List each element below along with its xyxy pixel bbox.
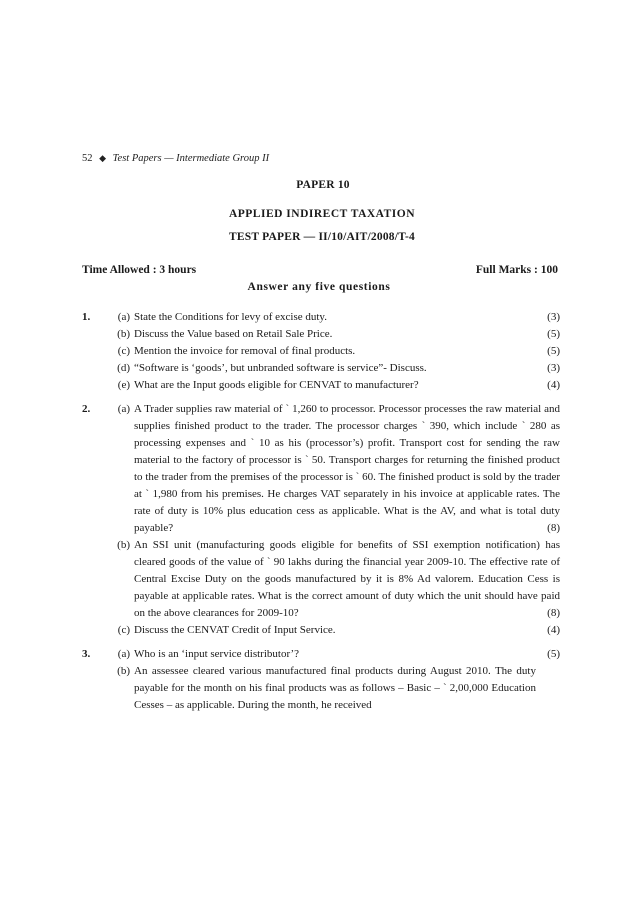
part-label: (c) [117,345,130,357]
question-part [82,377,560,394]
question-part [82,401,560,537]
page-number: 52 [82,153,93,164]
question-part [82,646,560,663]
full-marks: Full Marks : 100 [475,264,558,276]
paper-code: TEST PAPER — II/10/AIT/2008/T-4 [229,231,415,243]
question [82,646,560,714]
part-marks: (5) [547,345,560,357]
part-label: (b) [117,328,130,340]
part-marks: (5) [547,328,560,340]
question-part [82,663,560,714]
part-marks: (3) [547,362,560,374]
paper-subject: APPLIED INDIRECT TAXATION [228,208,416,220]
part-text: “Software is ‘goods’, but unbranded software is service”- Discuss. [134,362,427,374]
part-label: (a) [117,648,130,660]
part-label: (d) [117,362,130,374]
part-label: (c) [117,624,130,636]
part-marks: (5) [547,648,560,660]
part-text: State the Conditions for levy of excise duty. [134,311,327,323]
question-part [82,326,560,343]
part-text-body: An SSI unit (manufacturing goods eligible for benefits of SSI exemption notification) has cleared goods of the value of ` 90 lakhs during the financial year 2009-10. The effective rate of Central Excise Duty on the goods manufactured by it is 8% Ad valorem. Education Cess is payable at applicable rates. What is the correct amount of duty which the unit should have paid on the above clearances for 2009-10? [134,539,560,619]
part-label: (b) [117,539,130,551]
question-number: 3. [82,648,91,660]
running-head-title: Test Papers — Intermediate Group II [112,153,270,164]
question-part [82,343,560,360]
part-text: Discuss the Value based on Retail Sale Price. [134,328,333,340]
part-label: (a) [117,403,130,415]
part-text: An assessee cleared various manufactured final products during August 2010. The duty payable for the month on his final products was as follows – Basic – ` 2,00,000 Education Cesses – as applicable. During the month, he received [134,665,536,711]
question [82,309,560,394]
part-text [134,401,560,537]
questions-list [82,309,560,716]
paper-title: PAPER 10 [296,179,350,191]
time-allowed: Time Allowed : 3 hours [82,264,197,276]
part-text-body: A Trader supplies raw material of ` 1,260 to processor. Processor processes the raw material and supplies finished product to the trader. The processor charges ` 390, which include ` 280 as processing expenses and ` 10 as his (processor’s) profit. Transport cost for sending the raw material to the factory of processor is ` 50. Transport charges for returning the finished product to the trader from the premises of the processor is ` 60. The finished product is sold by the trader at ` 1,980 from his premises. He charges VAT separately in his invoice at applicable rates. The rate of duty is 10% plus education cess as applicable. What is the AV, and what is total duty payable? [134,403,560,534]
question-part [82,309,560,326]
diamond-icon: ◆ [99,153,107,163]
part-text: What are the Input goods eligible for CENVAT to manufacturer? [134,379,419,391]
part-label: (a) [117,311,130,323]
question-part [82,360,560,377]
part-marks: (8) [547,607,560,619]
question-number: 2. [82,403,91,415]
question [82,401,560,639]
question-part [82,537,560,622]
part-text [134,537,560,622]
part-text: Mention the invoice for removal of final products. [134,345,356,357]
running-head [82,153,269,164]
part-label: (b) [117,665,130,677]
part-marks: (4) [547,379,560,391]
question-part [82,622,560,639]
part-marks: (8) [547,522,560,534]
part-marks: (3) [547,311,560,323]
question-number: 1. [82,311,91,323]
part-marks: (4) [547,624,560,636]
part-label: (e) [117,379,130,391]
instruction: Answer any five questions [247,281,391,293]
part-text: Discuss the CENVAT Credit of Input Service. [134,624,336,636]
exam-meta-row [82,264,558,276]
part-text: Who is an ‘input service distributor’? [134,648,300,660]
